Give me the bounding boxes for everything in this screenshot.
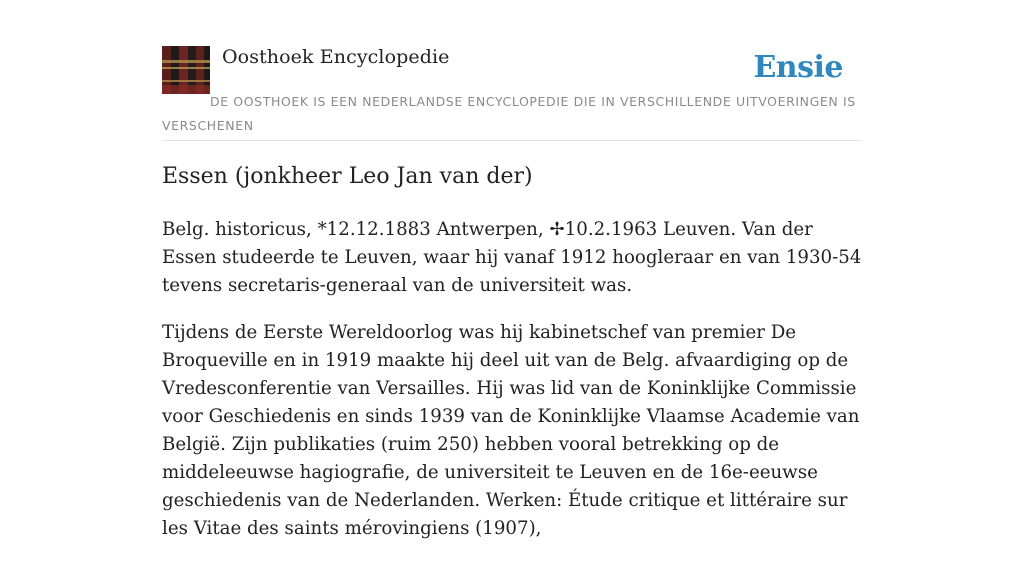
- source-header: [162, 46, 862, 141]
- article-body: [162, 216, 862, 562]
- book-spines-icon[interactable]: [162, 46, 210, 94]
- brand-logo[interactable]: Ensie: [753, 50, 843, 85]
- source-tagline: DE OOSTHOEK IS EEN NEDERLANDSE ENCYCLOPEDIE DIE IN VERSCHILLENDE UITVOERINGEN IS VERSCHENEN: [162, 94, 856, 133]
- source-title[interactable]: Oosthoek Encyclopedie: [222, 46, 450, 68]
- article-title: Essen (jonkheer Leo Jan van der): [162, 164, 533, 189]
- article-paragraph: Tijdens de Eerste Wereldoorlog was hij kabinetschef van premier De Broqueville en in 1919 maakte hij deel uit van de Belg. afvaardiging op de Vredesconferentie van Versailles. Hij was lid van de Koninklijke Commissie voor Geschiedenis en sinds 1939 van de Koninklijke Vlaamse Academie van België. Zijn publikaties (ruim 250) hebben vooral betrekking op de middeleeuwse hagiografie, de universiteit te Leuven en de 16e-eeuwse geschiedenis van de Nederlanden. Werken: Étude critique et littéraire sur les Vitae des saints mérovingiens (1907),: [162, 322, 860, 539]
- article-paragraph: Belg. historicus, *12.12.1883 Antwerpen, ✢10.2.1963 Leuven. Van der Essen studeerde te Leuven, waar hij vanaf 1912 hoogleraar en van 1930-54 tevens secretaris-generaal van de universiteit was.: [162, 219, 862, 296]
- avatar-image: [162, 46, 210, 94]
